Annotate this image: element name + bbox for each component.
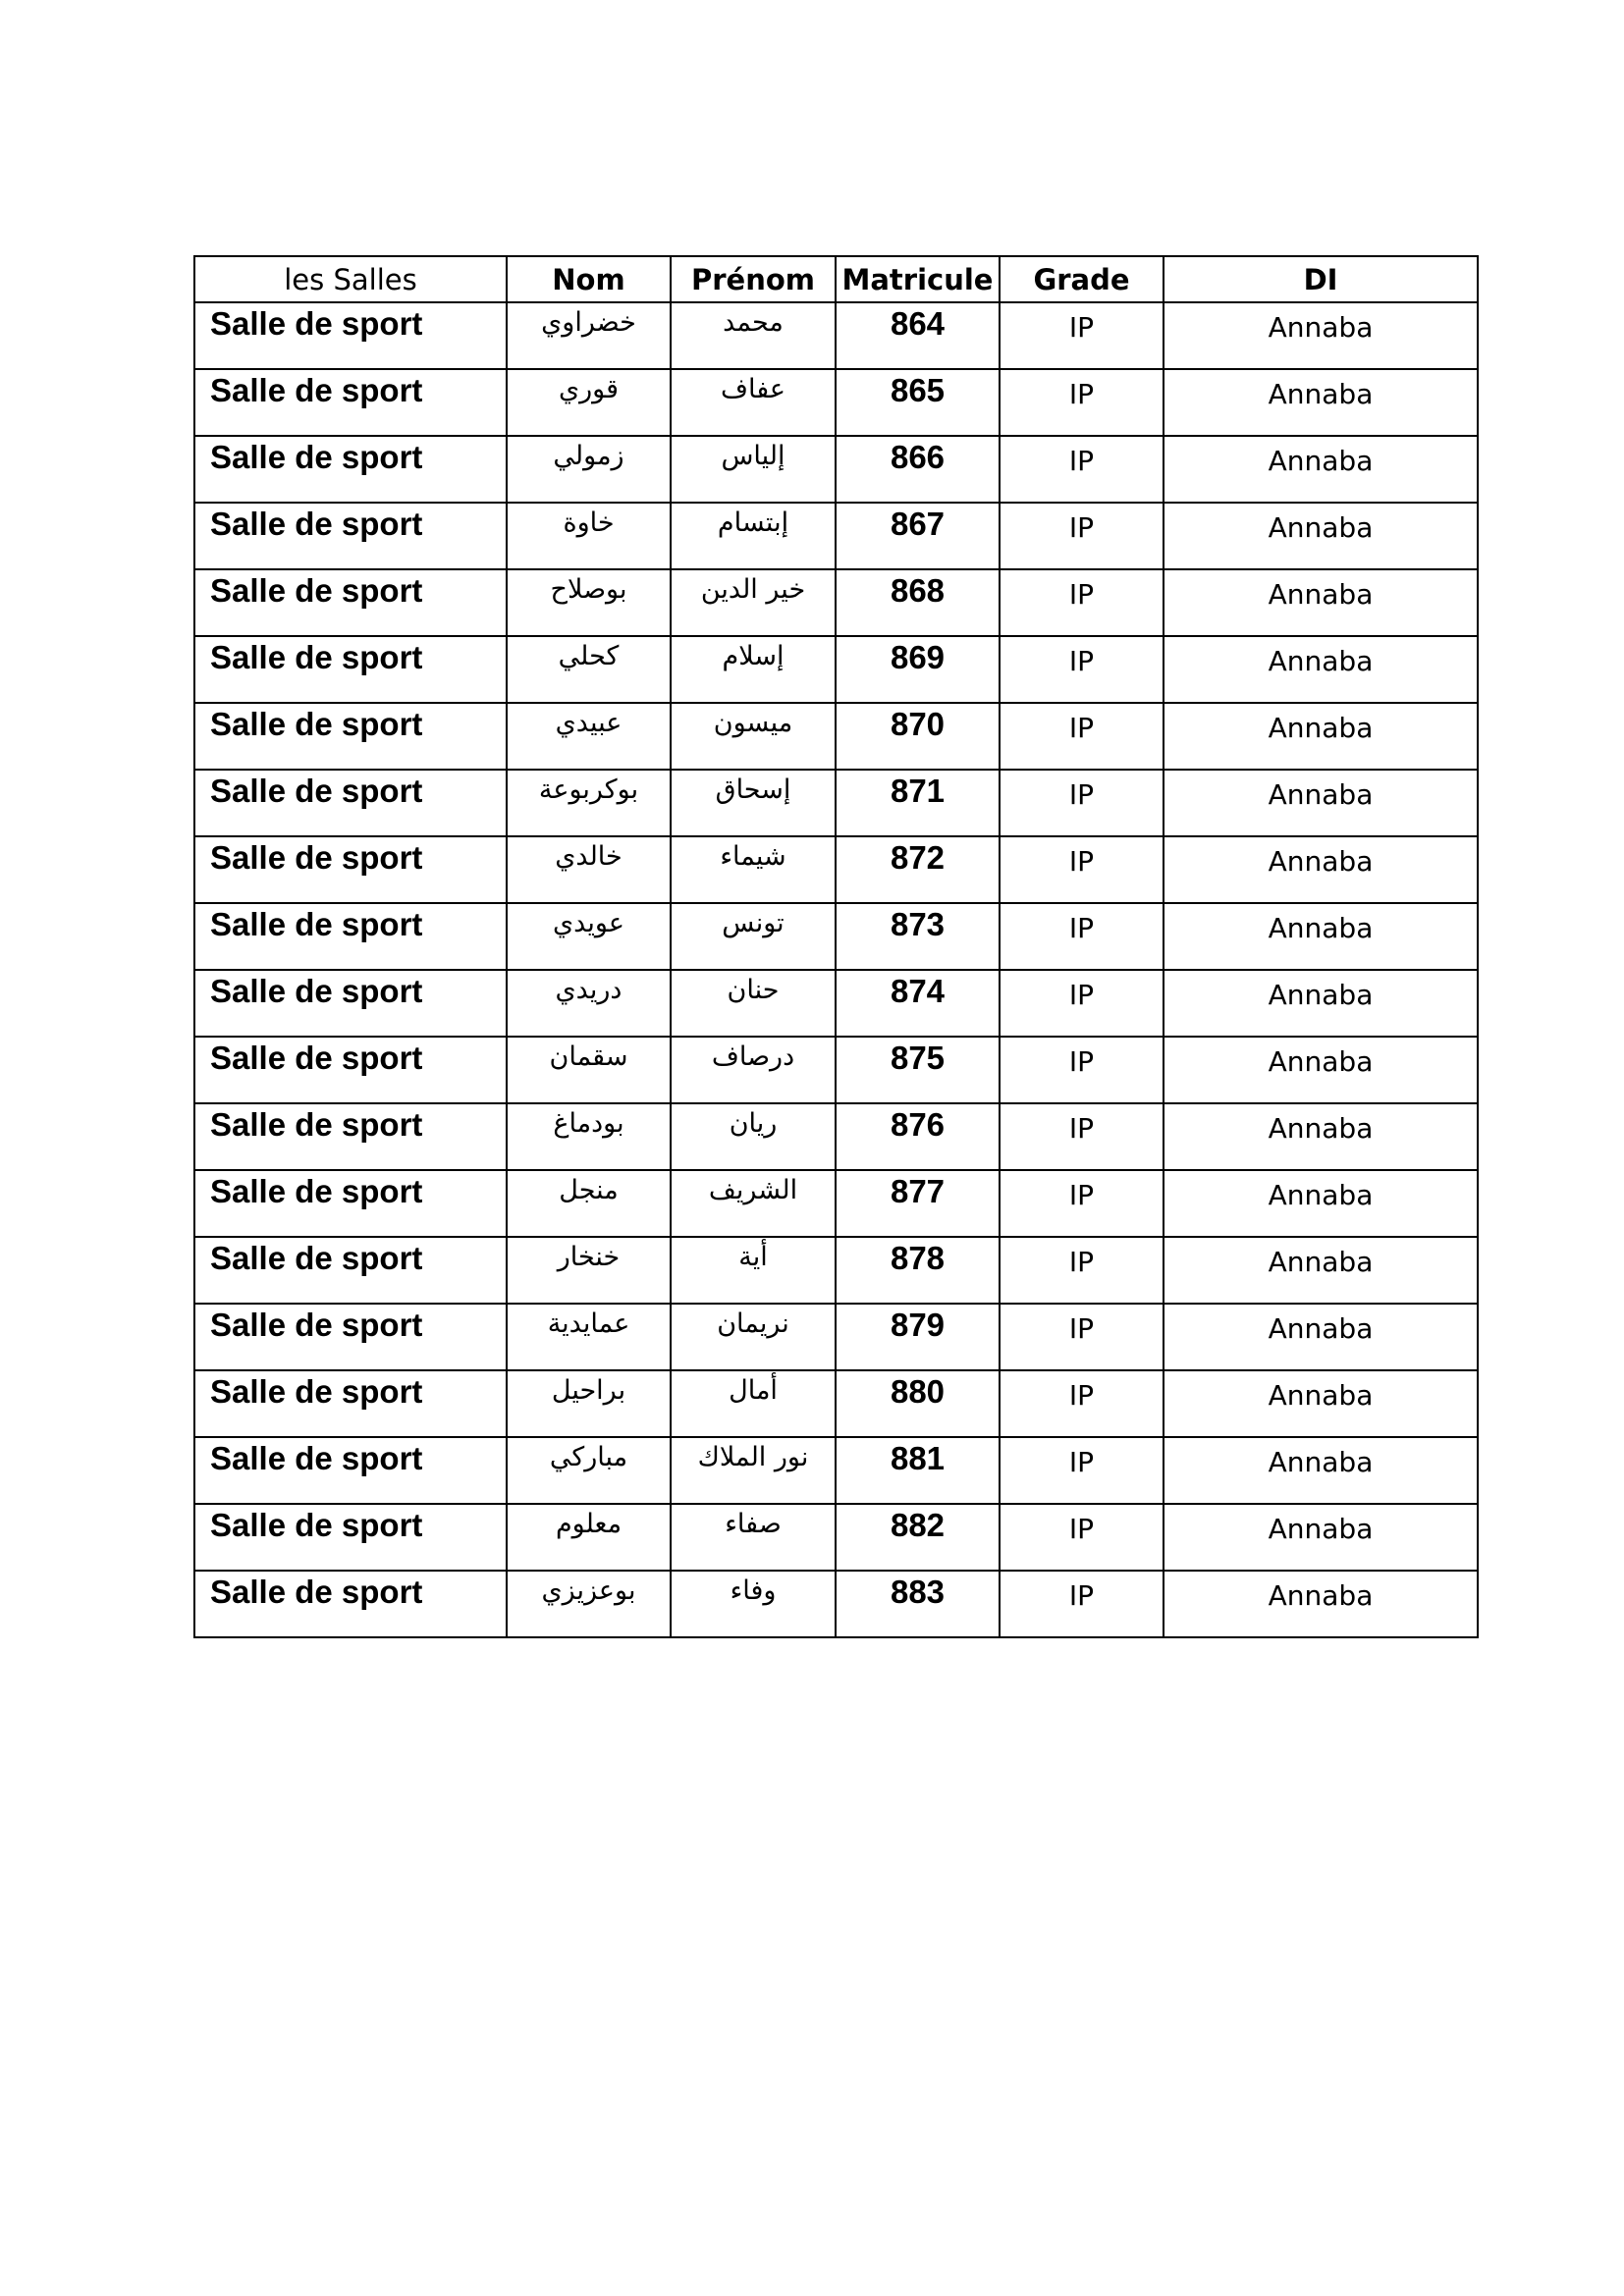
- cell-prenom: عفاف: [671, 369, 836, 436]
- cell-prenom: وفاء: [671, 1571, 836, 1637]
- cell-di: Annaba: [1164, 1304, 1478, 1370]
- cell-grade: IP: [1000, 369, 1164, 436]
- cell-salle: Salle de sport: [194, 1170, 507, 1237]
- cell-salle: Salle de sport: [194, 1304, 507, 1370]
- table-row: [194, 770, 1478, 836]
- table-row: [194, 503, 1478, 569]
- cell-salle: Salle de sport: [194, 703, 507, 770]
- cell-prenom: إسلام: [671, 636, 836, 703]
- cell-salle: Salle de sport: [194, 302, 507, 369]
- cell-matricule: 878: [836, 1237, 1000, 1304]
- cell-prenom: أمال: [671, 1370, 836, 1437]
- header-di: DI: [1164, 256, 1478, 302]
- cell-grade: IP: [1000, 1037, 1164, 1103]
- cell-prenom: نور الملاك: [671, 1437, 836, 1504]
- cell-di: Annaba: [1164, 503, 1478, 569]
- cell-salle: Salle de sport: [194, 436, 507, 503]
- cell-grade: IP: [1000, 970, 1164, 1037]
- cell-grade: IP: [1000, 302, 1164, 369]
- cell-nom: بوعزيزي: [507, 1571, 671, 1637]
- table-row: [194, 1504, 1478, 1571]
- cell-nom: سقمان: [507, 1037, 671, 1103]
- cell-salle: Salle de sport: [194, 903, 507, 970]
- cell-salle: Salle de sport: [194, 569, 507, 636]
- table-row: [194, 569, 1478, 636]
- cell-prenom: محمد: [671, 302, 836, 369]
- table-row: [194, 1037, 1478, 1103]
- cell-matricule: 874: [836, 970, 1000, 1037]
- cell-matricule: 877: [836, 1170, 1000, 1237]
- cell-grade: IP: [1000, 1571, 1164, 1637]
- cell-matricule: 866: [836, 436, 1000, 503]
- table-row: [194, 369, 1478, 436]
- cell-di: Annaba: [1164, 1103, 1478, 1170]
- cell-prenom: إبتسام: [671, 503, 836, 569]
- cell-di: Annaba: [1164, 836, 1478, 903]
- cell-nom: عبيدي: [507, 703, 671, 770]
- cell-salle: Salle de sport: [194, 1103, 507, 1170]
- cell-prenom: درصاف: [671, 1037, 836, 1103]
- table-row: [194, 1571, 1478, 1637]
- cell-matricule: 879: [836, 1304, 1000, 1370]
- cell-prenom: شيماء: [671, 836, 836, 903]
- cell-nom: قوري: [507, 369, 671, 436]
- cell-di: Annaba: [1164, 369, 1478, 436]
- table-header-row: [194, 256, 1478, 302]
- cell-prenom: صفاء: [671, 1504, 836, 1571]
- cell-grade: IP: [1000, 1437, 1164, 1504]
- cell-prenom: خير الدين: [671, 569, 836, 636]
- cell-nom: دريدي: [507, 970, 671, 1037]
- table-row: [194, 836, 1478, 903]
- roster-table: [193, 255, 1479, 1638]
- cell-salle: Salle de sport: [194, 1370, 507, 1437]
- cell-matricule: 873: [836, 903, 1000, 970]
- cell-di: Annaba: [1164, 1504, 1478, 1571]
- cell-prenom: حنان: [671, 970, 836, 1037]
- cell-nom: خضراوي: [507, 302, 671, 369]
- cell-prenom: نريمان: [671, 1304, 836, 1370]
- table-row: [194, 1237, 1478, 1304]
- cell-di: Annaba: [1164, 903, 1478, 970]
- header-grade: Grade: [1000, 256, 1164, 302]
- cell-nom: خالدي: [507, 836, 671, 903]
- cell-grade: IP: [1000, 836, 1164, 903]
- table-row: [194, 703, 1478, 770]
- cell-di: Annaba: [1164, 1370, 1478, 1437]
- table-row: [194, 1170, 1478, 1237]
- header-salles: les Salles: [194, 256, 507, 302]
- cell-di: Annaba: [1164, 302, 1478, 369]
- cell-salle: Salle de sport: [194, 503, 507, 569]
- table-row: [194, 1370, 1478, 1437]
- cell-matricule: 882: [836, 1504, 1000, 1571]
- cell-matricule: 868: [836, 569, 1000, 636]
- cell-nom: بوكربوعة: [507, 770, 671, 836]
- cell-prenom: تونس: [671, 903, 836, 970]
- cell-matricule: 876: [836, 1103, 1000, 1170]
- cell-grade: IP: [1000, 636, 1164, 703]
- cell-grade: IP: [1000, 1237, 1164, 1304]
- cell-nom: بوصلاح: [507, 569, 671, 636]
- cell-nom: خاوة: [507, 503, 671, 569]
- cell-nom: براحيل: [507, 1370, 671, 1437]
- cell-di: Annaba: [1164, 1037, 1478, 1103]
- header-matricule: Matricule: [836, 256, 1000, 302]
- header-prenom: Prénom: [671, 256, 836, 302]
- cell-di: Annaba: [1164, 1170, 1478, 1237]
- table-body: [194, 302, 1478, 1637]
- cell-nom: عويدي: [507, 903, 671, 970]
- cell-salle: Salle de sport: [194, 970, 507, 1037]
- cell-nom: بودماغ: [507, 1103, 671, 1170]
- cell-grade: IP: [1000, 1304, 1164, 1370]
- table-row: [194, 436, 1478, 503]
- cell-di: Annaba: [1164, 1437, 1478, 1504]
- cell-salle: Salle de sport: [194, 636, 507, 703]
- cell-di: Annaba: [1164, 1571, 1478, 1637]
- cell-salle: Salle de sport: [194, 369, 507, 436]
- cell-di: Annaba: [1164, 703, 1478, 770]
- cell-prenom: إلياس: [671, 436, 836, 503]
- cell-nom: خنخار: [507, 1237, 671, 1304]
- cell-di: Annaba: [1164, 1237, 1478, 1304]
- cell-matricule: 864: [836, 302, 1000, 369]
- table-row: [194, 903, 1478, 970]
- cell-matricule: 875: [836, 1037, 1000, 1103]
- cell-salle: Salle de sport: [194, 1571, 507, 1637]
- cell-grade: IP: [1000, 703, 1164, 770]
- cell-nom: منجل: [507, 1170, 671, 1237]
- cell-di: Annaba: [1164, 970, 1478, 1037]
- cell-grade: IP: [1000, 1370, 1164, 1437]
- cell-matricule: 869: [836, 636, 1000, 703]
- cell-salle: Salle de sport: [194, 836, 507, 903]
- table-row: [194, 1103, 1478, 1170]
- cell-prenom: الشريف: [671, 1170, 836, 1237]
- cell-nom: مباركي: [507, 1437, 671, 1504]
- table-row: [194, 970, 1478, 1037]
- cell-matricule: 865: [836, 369, 1000, 436]
- cell-prenom: ريان: [671, 1103, 836, 1170]
- cell-matricule: 881: [836, 1437, 1000, 1504]
- cell-matricule: 880: [836, 1370, 1000, 1437]
- cell-di: Annaba: [1164, 636, 1478, 703]
- cell-grade: IP: [1000, 503, 1164, 569]
- table-row: [194, 1437, 1478, 1504]
- cell-prenom: إسحاق: [671, 770, 836, 836]
- table-row: [194, 302, 1478, 369]
- cell-nom: عمايدية: [507, 1304, 671, 1370]
- table-row: [194, 1304, 1478, 1370]
- cell-salle: Salle de sport: [194, 1237, 507, 1304]
- cell-prenom: أية: [671, 1237, 836, 1304]
- header-nom: Nom: [507, 256, 671, 302]
- cell-grade: IP: [1000, 1504, 1164, 1571]
- cell-di: Annaba: [1164, 569, 1478, 636]
- cell-prenom: ميسون: [671, 703, 836, 770]
- cell-salle: Salle de sport: [194, 1437, 507, 1504]
- cell-nom: زمولي: [507, 436, 671, 503]
- cell-grade: IP: [1000, 903, 1164, 970]
- cell-nom: كحلي: [507, 636, 671, 703]
- cell-salle: Salle de sport: [194, 1037, 507, 1103]
- cell-matricule: 867: [836, 503, 1000, 569]
- cell-salle: Salle de sport: [194, 770, 507, 836]
- cell-grade: IP: [1000, 1103, 1164, 1170]
- cell-grade: IP: [1000, 436, 1164, 503]
- cell-salle: Salle de sport: [194, 1504, 507, 1571]
- cell-grade: IP: [1000, 770, 1164, 836]
- cell-grade: IP: [1000, 1170, 1164, 1237]
- cell-matricule: 883: [836, 1571, 1000, 1637]
- cell-matricule: 872: [836, 836, 1000, 903]
- cell-matricule: 870: [836, 703, 1000, 770]
- table-row: [194, 636, 1478, 703]
- cell-matricule: 871: [836, 770, 1000, 836]
- cell-di: Annaba: [1164, 770, 1478, 836]
- cell-nom: معلوم: [507, 1504, 671, 1571]
- cell-di: Annaba: [1164, 436, 1478, 503]
- cell-grade: IP: [1000, 569, 1164, 636]
